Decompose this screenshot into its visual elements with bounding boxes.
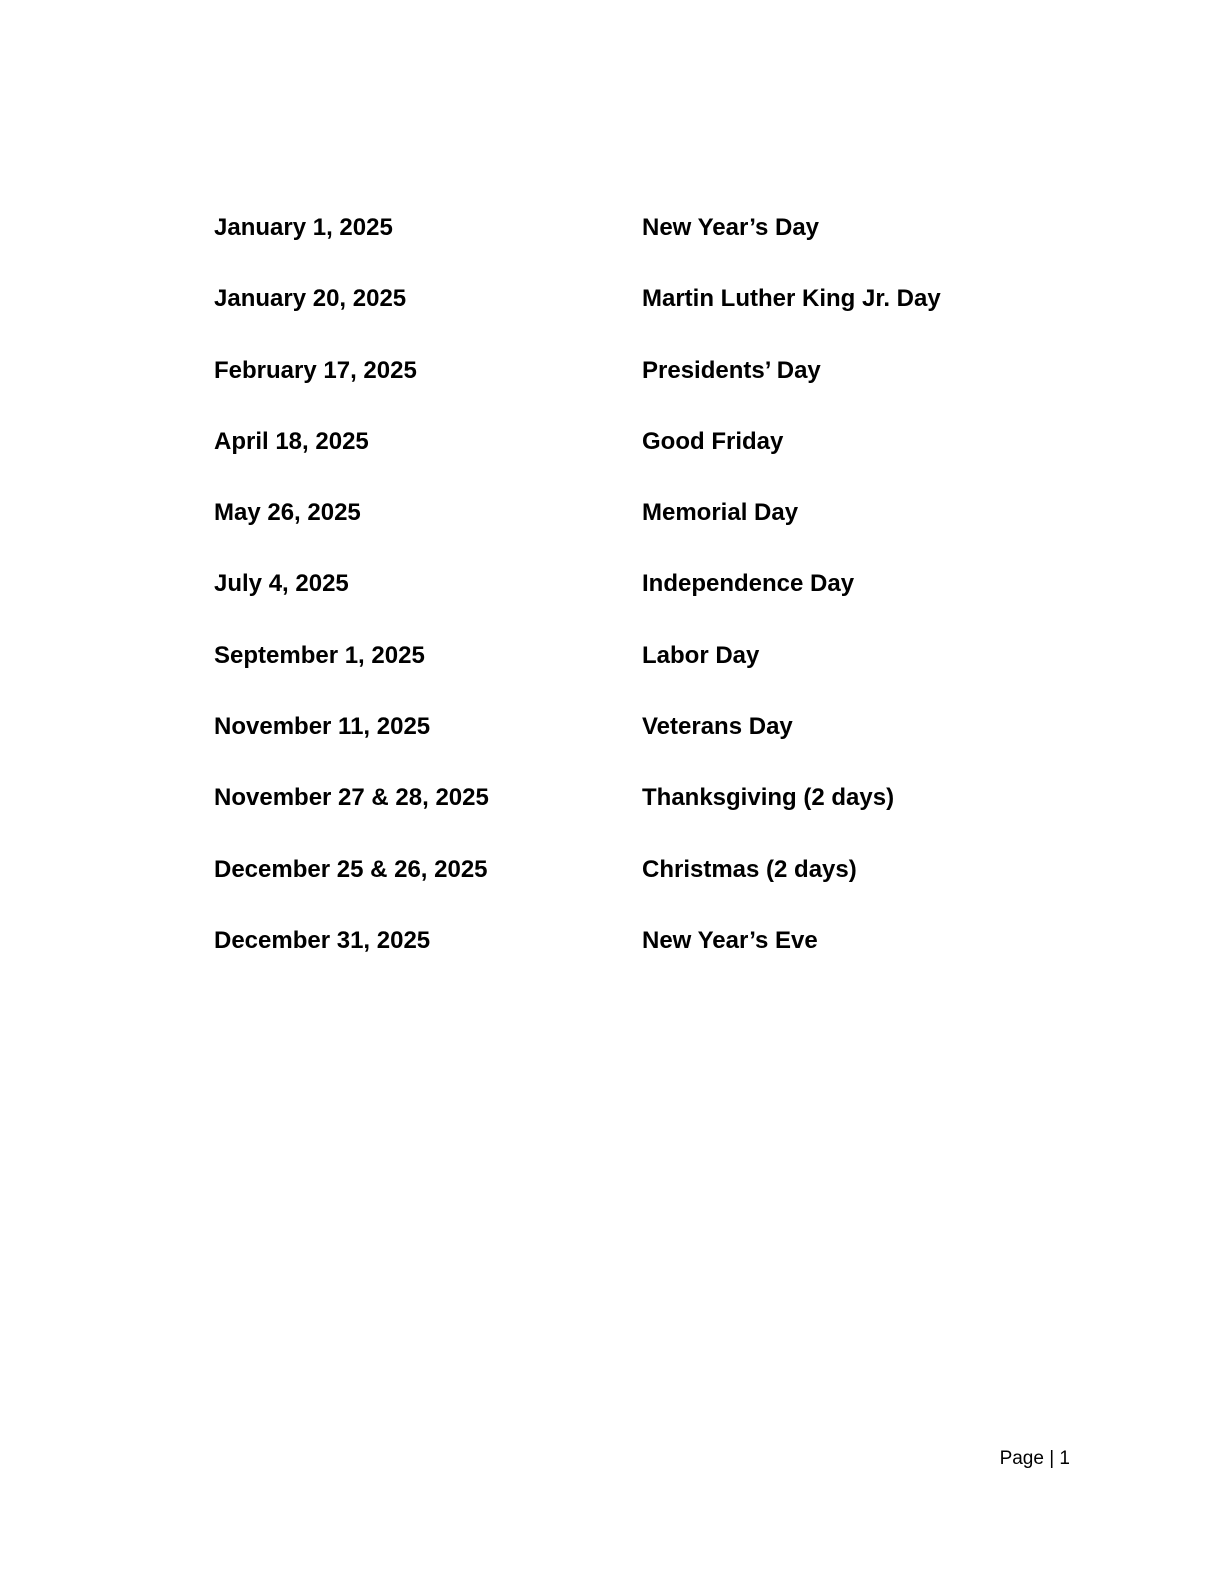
- holiday-date: July 4, 2025: [214, 570, 349, 598]
- holiday-list: [214, 211, 1014, 995]
- holiday-row: [214, 567, 1014, 638]
- holiday-date: February 17, 2025: [214, 356, 417, 384]
- holiday-name: Memorial Day: [642, 499, 799, 527]
- holiday-row: [214, 924, 1014, 995]
- holiday-row: [214, 781, 1014, 852]
- holiday-name: Independence Day: [642, 570, 855, 598]
- holiday-row: [214, 496, 1014, 567]
- holiday-name: Thanksgiving (2 days): [642, 784, 895, 812]
- holiday-name: Labor Day: [642, 641, 760, 669]
- holiday-date: December 25 & 26, 2025: [214, 855, 488, 883]
- holiday-date: January 1, 2025: [214, 214, 393, 241]
- holiday-name: Christmas (2 days): [642, 855, 857, 883]
- holiday-name: Veterans Day: [642, 713, 793, 741]
- holiday-name: Martin Luther King Jr. Day: [642, 285, 941, 313]
- holiday-row: [214, 710, 1014, 781]
- holiday-date: November 11, 2025: [214, 713, 431, 741]
- holiday-date: September 1, 2025: [214, 641, 425, 669]
- holiday-row: [214, 425, 1014, 496]
- holiday-date: November 27 & 28, 2025: [214, 784, 489, 812]
- holiday-name: New Year’s Eve: [642, 926, 818, 954]
- holiday-date: April 18, 2025: [214, 427, 369, 455]
- holiday-row: [214, 282, 1014, 353]
- holiday-date: January 20, 2025: [214, 285, 407, 313]
- holiday-row: [214, 211, 1014, 282]
- holiday-date: December 31, 2025: [214, 926, 431, 954]
- page-number-footer: Page | 1: [999, 1448, 1070, 1469]
- holiday-row: [214, 354, 1014, 425]
- holiday-name: Good Friday: [642, 427, 784, 455]
- holiday-date: May 26, 2025: [214, 499, 361, 527]
- holiday-row: [214, 853, 1014, 924]
- holiday-name: Presidents’ Day: [642, 356, 821, 384]
- holiday-row: [214, 639, 1014, 710]
- holiday-name: New Year’s Day: [642, 214, 820, 241]
